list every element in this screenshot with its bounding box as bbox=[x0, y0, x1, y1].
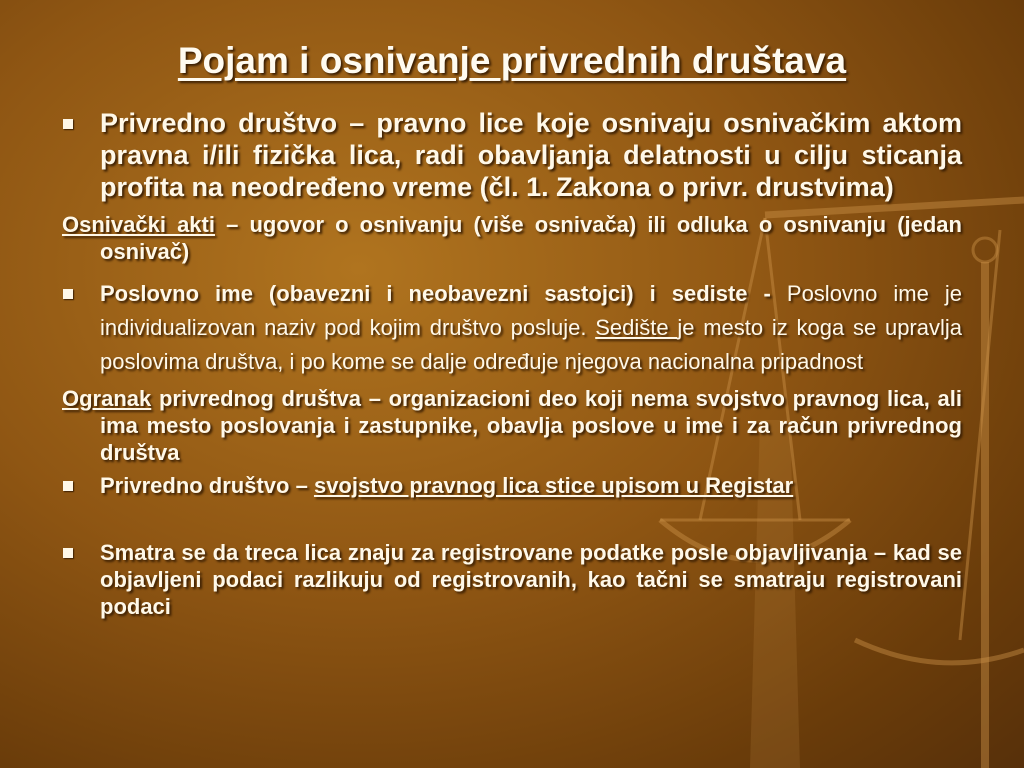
square-bullet-icon bbox=[63, 119, 73, 129]
slide-content bbox=[62, 107, 962, 620]
square-bullet-icon bbox=[63, 548, 73, 558]
bullet-item-legal-personality bbox=[62, 472, 962, 499]
paragraph-founding-acts bbox=[62, 211, 962, 265]
business-name-heading: Poslovno ime (obavezni i neobavezni sastojci) i sediste - bbox=[100, 281, 771, 306]
paragraph-branch bbox=[62, 385, 962, 466]
bullet-item-third-parties bbox=[62, 539, 962, 620]
founding-acts-text: – ugovor o osnivanju (više osnivača) ili odluka o osnivanju (jedan osnivač) bbox=[100, 212, 962, 264]
bullet-item-definition bbox=[62, 107, 962, 203]
square-bullet-icon bbox=[63, 289, 73, 299]
definition-text: Privredno društvo – pravno lice koje osnivaju osnivačkim aktom pravna i/ili fizička lica, radi obavljanja delatnosti u cilju sticanja profita na neodređeno vreme (čl. 1. Zakona o privr. drustvima) bbox=[100, 108, 962, 202]
business-name-definition: Poslovno ime je individualizovan naziv pod kojim društvo posluje. bbox=[100, 281, 962, 340]
bullet-item-business-name bbox=[62, 277, 962, 379]
third-parties-text: Smatra se da treca lica znaju za registrovane podatke posle objavljivanja – kad se objavljeni podaci razlikuju od registrovanih, kao tačni se smatraju registrovani podaci bbox=[100, 540, 962, 619]
seat-definition: je mesto iz koga se upravlja poslovima društva, i po kome se dalje određuje njegova nacionalna pripadnost bbox=[100, 315, 962, 374]
branch-term: Ogranak bbox=[62, 386, 152, 411]
legal-personality-term: svojstvo pravnog lica stice upisom u Registar bbox=[313, 473, 794, 498]
square-bullet-icon bbox=[63, 481, 73, 491]
seat-term: Sedište bbox=[595, 315, 678, 340]
founding-acts-term: Osnivački akti bbox=[62, 212, 215, 237]
branch-text: privrednog društva – organizacioni deo koji nema svojstvo pravnog lica, ali ima mesto poslovanja i zastupnike, obavlja poslove u ime i za račun privrednog društva bbox=[100, 386, 962, 465]
legal-personality-text: Privredno društvo – bbox=[100, 473, 314, 498]
slide-title: Pojam i osnivanje privrednih društava bbox=[177, 40, 847, 81]
